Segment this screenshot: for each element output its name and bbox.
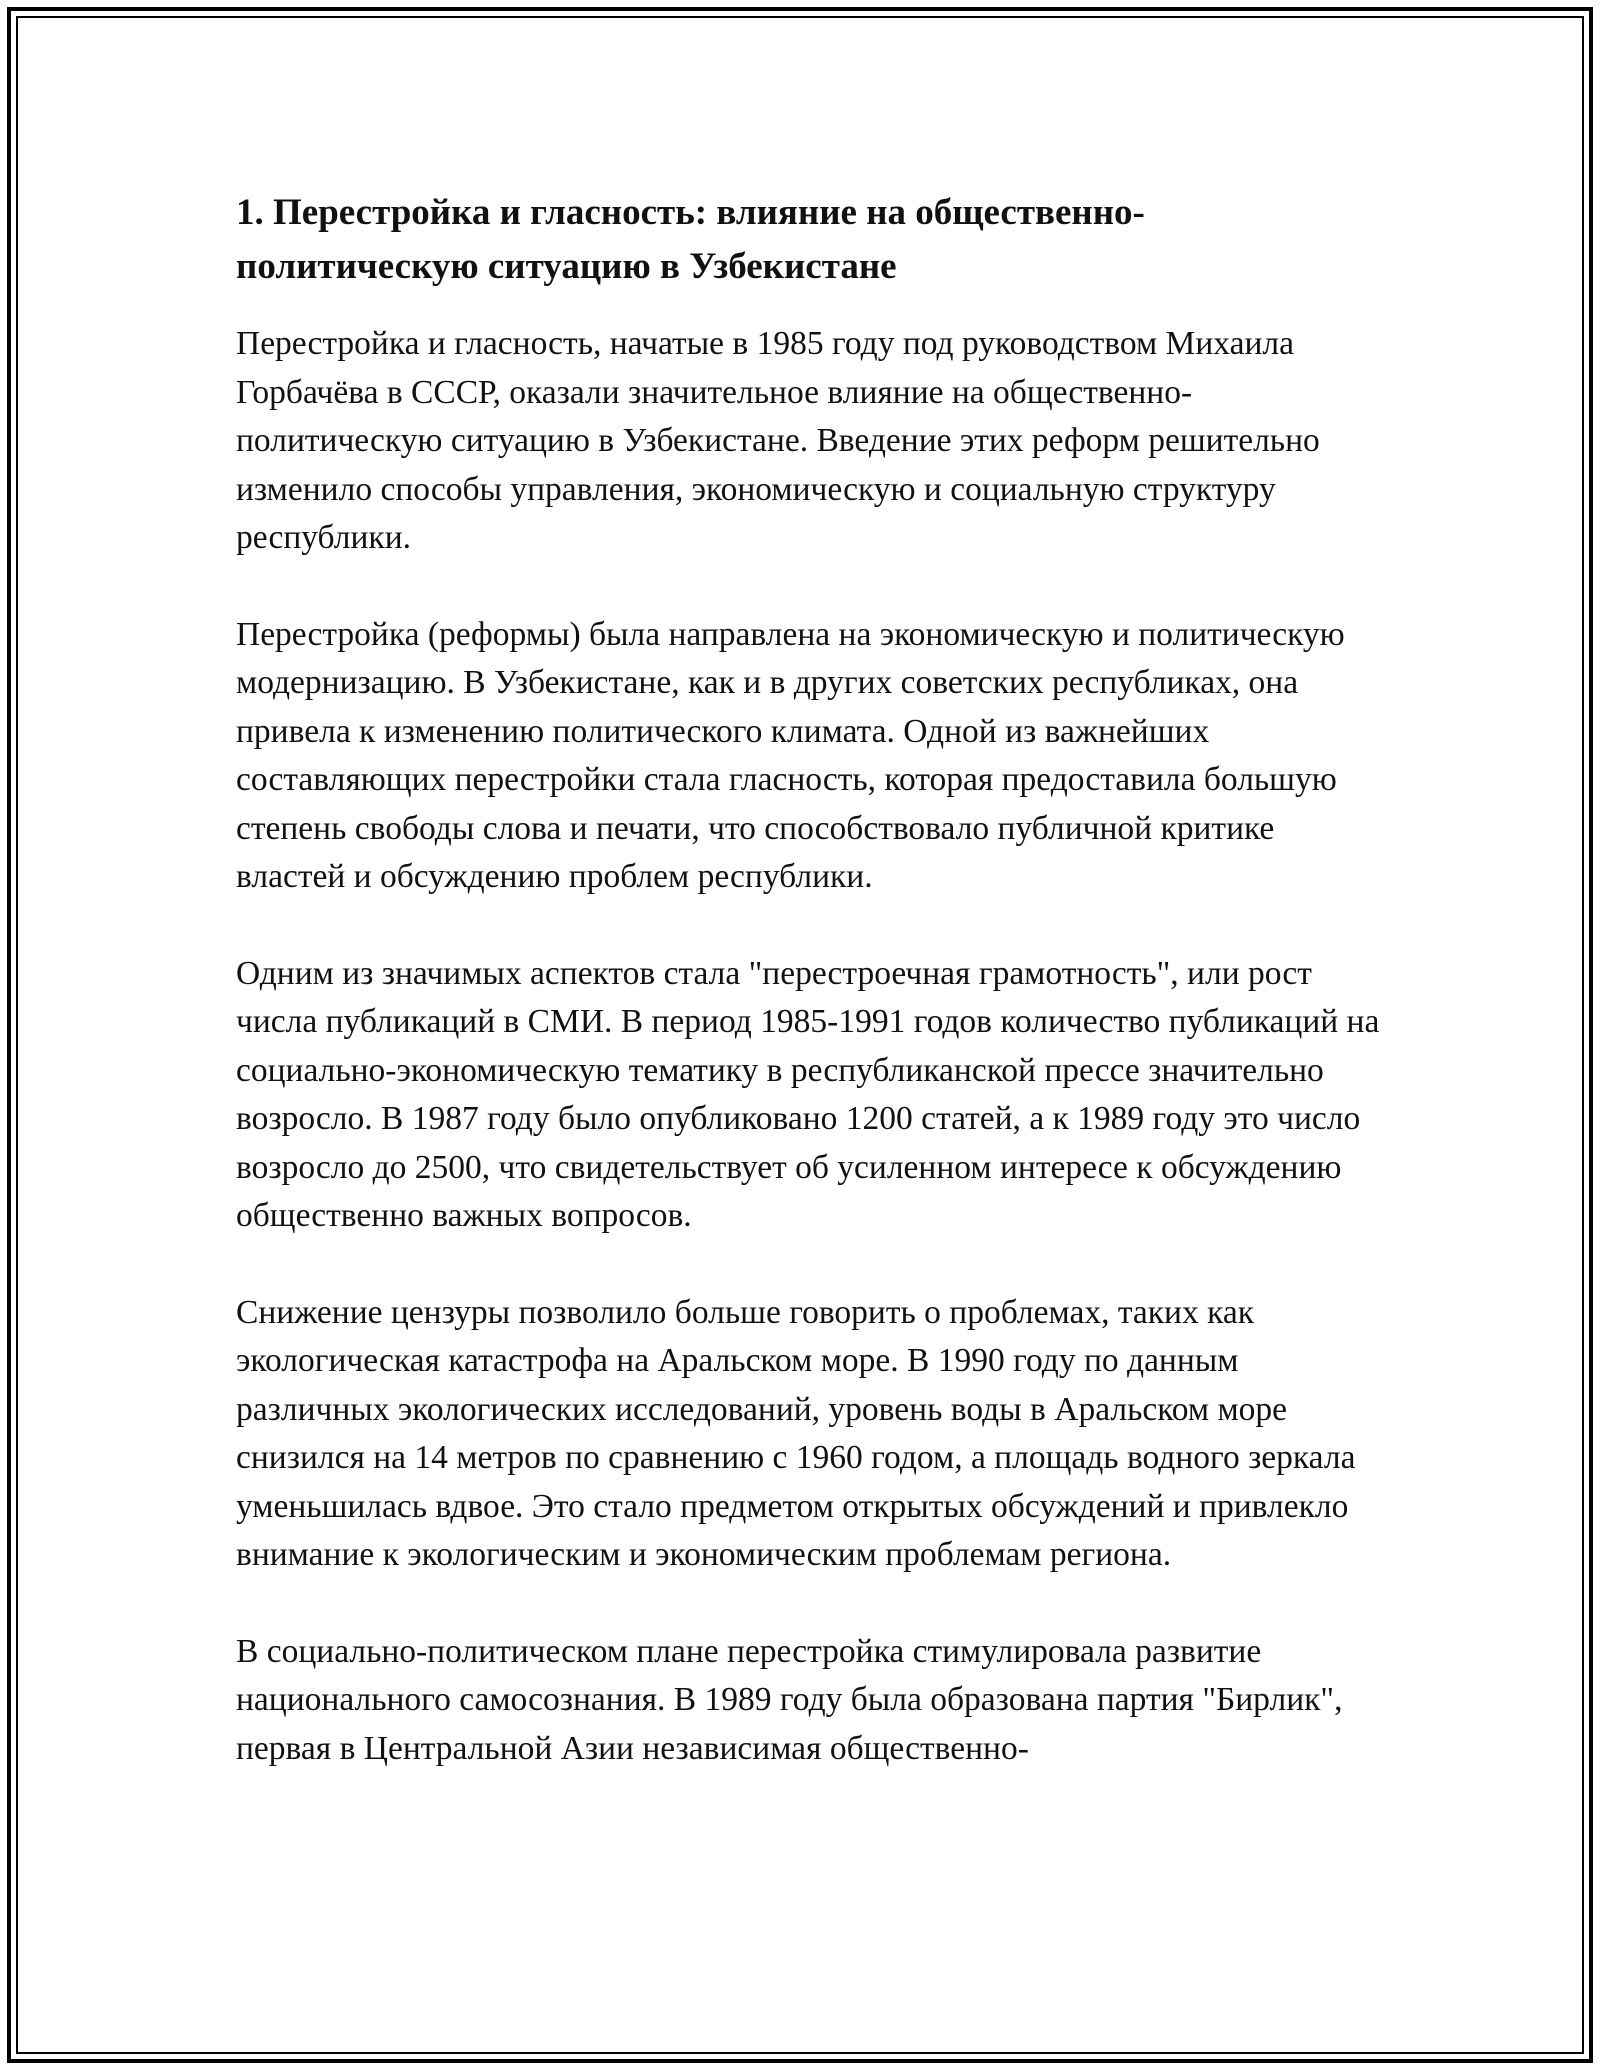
- document-body: [236, 186, 1386, 1821]
- paragraph-4: Снижение цензуры позволило больше говорить о проблемах, таких как экологическая катастрофа на Аральском море. В 1990 году по данным различных экологических исследований, уровень воды в Аральском море снизился на 14 метров по сравнению с 1960 годом, а площадь водного зеркала уменьшилась вдвое. Это стало предметом открытых обсуждений и привлекло внимание к экологическим и экономическим проблемам региона.: [236, 1293, 1356, 1573]
- paragraph-3: Одним из значимых аспектов стала "перестроечная грамотность", или рост числа публикаций в СМИ. В период 1985-1991 годов количество публикаций на социально-экономическую тематику в республиканской прессе значительно возросло. В 1987 году было опубликовано 1200 статей, а к 1989 году это число возросло до 2500, что свидетельствует об усиленном интересе к обсуждению общественно важных вопросов.: [236, 954, 1380, 1234]
- paragraph-1: Перестройка и гласность, начатые в 1985 году под руководством Михаила Горбачёва в СССР, оказали значительное влияние на общественно-политическую ситуацию в Узбекистане. Введение этих реформ решительно изменило способы управления, экономическую и социальную структуру республики.: [236, 325, 1320, 556]
- section-heading: 1. Перестройка и гласность: влияние на общественно-политическую ситуацию в Узбекистане: [236, 192, 1145, 287]
- paragraph-5: В социально-политическом плане перестройка стимулировала развитие национального самосознания. В 1989 году была образована партия "Бирлик", первая в Центральной Азии независимая общественно-: [236, 1632, 1343, 1767]
- paragraph-2: Перестройка (реформы) была направлена на экономическую и политическую модернизацию. В Узбекистане, как и в других советских республиках, она привела к изменению политического климата. Одной из важнейших составляющих перестройки стала гласность, которая предоставила большую степень свободы слова и печати, что способствовало публичной критике властей и обсуждению проблем республики.: [236, 615, 1345, 895]
